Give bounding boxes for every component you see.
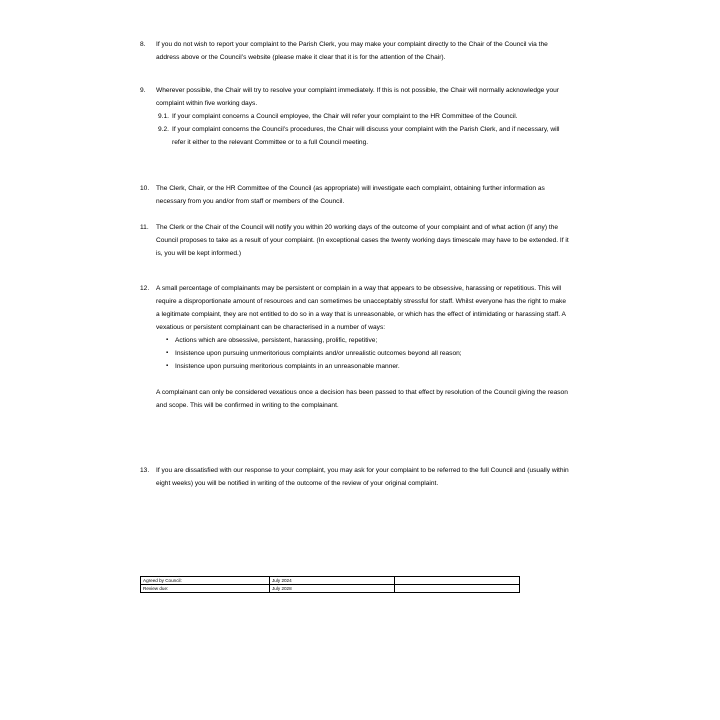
section-9 <box>140 84 570 149</box>
section-number: 12. <box>140 285 150 292</box>
section-11 <box>140 221 570 260</box>
section-text: Wherever possible, the Chair will try to resolve your complaint immediately. If this is not possible, the Chair will normally acknowledge your complaint within five working days. <box>156 87 559 107</box>
table-cell-label: Review due: <box>141 585 270 593</box>
table-cell-value: July 2024 <box>270 577 395 585</box>
subsection-9-2 <box>156 123 570 149</box>
section-number: 10. <box>140 185 150 192</box>
section-12 <box>140 282 570 412</box>
section-text: If you are dissatisfied with our response to your complaint, you may ask for your complaint to be referred to the full Council and (usually within eight weeks) you will be notified in writing of the outcome of the review of your original complaint. <box>156 467 569 487</box>
section-text: A small percentage of complainants may be persistent or complain in a way that appears to be obsessive, harassing or repetitious. This will require a disproportionate amount of resources and can sometimes be unacceptably stressful for staff. Whilst everyone has the right to make a legitimate complaint, they are not entitled to do so in a way that is unreasonable, or which has the effect of intimidating or harassing staff. A vexatious or persistent complainant can be characterised in a number of ways: <box>156 285 567 331</box>
section-number: 11. <box>140 224 149 231</box>
section-13 <box>140 464 570 490</box>
section-followup-text: A complainant can only be considered vexatious once a decision has been passed to that effect by resolution of the Council giving the reason and scope. This will be confirmed in writing to the complainant. <box>156 389 568 409</box>
table-cell-label: Agreed by Council: <box>141 577 270 585</box>
section-text: The Clerk, Chair, or the HR Committee of the Council (as appropriate) will investigate each complaint, obtaining further information as necessary from you and/or from staff or members of the Council. <box>156 185 545 205</box>
table-cell-value: July 2028 <box>270 585 395 593</box>
subsection-text: If your complaint concerns a Council employee, the Chair will refer your complaint to the HR Committee of the Council. <box>172 113 518 120</box>
bullet-list <box>156 334 570 373</box>
table-cell-extra <box>395 577 520 585</box>
bullet-item: ▪ Actions which are obsessive, persistent, harassing, prolific, repetitive; <box>166 334 570 347</box>
section-text: If you do not wish to report your complaint to the Parish Clerk, you may make your complaint directly to the Chair of the Council via the address above or the Council’s website (please make it clear that it is for the attention of the Chair). <box>156 41 548 61</box>
section-number: 13. <box>140 467 150 474</box>
subsection-number: 9.1. <box>158 113 169 120</box>
section-10 <box>140 182 570 208</box>
subsection-text: If your complaint concerns the Council’s procedures, the Chair will discuss your complaint with the Parish Clerk, and if necessary, will refer it either to the relevant Committee or to a full Council meeting. <box>172 126 560 146</box>
section-number: 9. <box>140 87 146 94</box>
bullet-item: ▪ Insistence upon pursuing unmeritorious complaints and/or unrealistic outcomes beyond all reason; <box>166 347 570 360</box>
section-text: The Clerk or the Chair of the Council will notify you within 20 working days of the outcome of your complaint and of what action (if any) the Council proposes to take as a result of your complaint. (In exceptional cases the twenty working days timescale may have to be extended. If it is, you will be kept informed.) <box>156 224 569 257</box>
table-cell-extra <box>395 585 520 593</box>
section-8 <box>140 38 570 64</box>
table-row <box>141 585 520 593</box>
table-row <box>141 577 520 585</box>
subsection-number: 9.2. <box>158 126 169 133</box>
review-dates-table <box>140 576 520 593</box>
section-number: 8. <box>140 41 146 48</box>
subsection-9-1 <box>156 110 570 123</box>
bullet-item: ▪ Insistence upon pursuing meritorious complaints in an unreasonable manner. <box>166 360 570 373</box>
